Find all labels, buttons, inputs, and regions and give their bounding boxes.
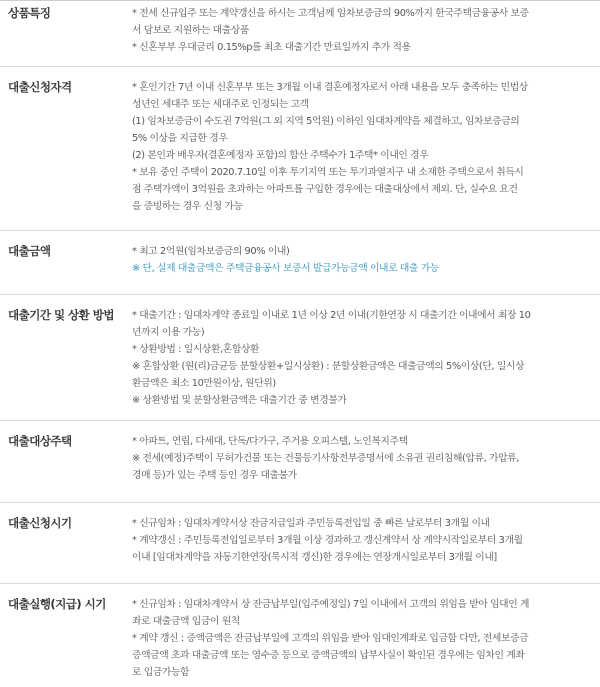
row-loan-amount <box>0 231 600 295</box>
row-label: 대출대상주택 <box>8 434 72 448</box>
content-line: * 신규임차 : 임대차계약서 상 잔금납부일(입주예정일) 7일 이내에서 고객의 위임을 받아 임대인 계 <box>132 599 530 610</box>
content-line: ※ 전세(예정)주택이 무허가건물 또는 건물등기사항전부증명서에 소유권 권리침해(압류, 가압류, <box>132 453 519 464</box>
row-eligibility <box>0 67 600 231</box>
row-content <box>122 295 600 420</box>
row-label: 대출기간 및 상환 방법 <box>8 308 114 322</box>
content-line: * 보유 중인 주택이 2020.7.10일 이후 투기지역 또는 투기과열지구 내 소재한 주택으로서 취득시 <box>132 167 524 178</box>
content-line: * 신규임차 : 임대차계약서상 잔금지급일과 주민등록전입일 중 빠른 날로부터 3개월 이내 <box>132 518 490 529</box>
content-line: * 계약갱신 : 주민등록전입일로부터 3개월 이상 경과하고 갱신계약서 상 계약시작일로부터 3개월 <box>132 535 523 546</box>
content-line: 로 입금가능함 <box>132 667 190 678</box>
row-label: 대출신청자격 <box>8 80 72 94</box>
content-line: * 전세 신규입주 또는 계약갱신을 하시는 고객님께 임차보증금의 90%까지 한국주택금융공사 보증 <box>132 8 529 19</box>
row-label: 대출실행(지급) 시기 <box>8 597 106 611</box>
row-loan-period-repayment <box>0 295 600 421</box>
row-disbursement-timing <box>0 584 600 687</box>
content-line: ※ 상환방법 및 분할상환금액은 대출기간 중 변경불가 <box>132 395 347 406</box>
content-line: 이내 [임대차계약을 자동기한연장(묵시적 갱신)한 경우에는 연장개시일로부터 3개월 이내] <box>132 552 497 563</box>
content-line: 점 주택가액이 3억원을 초과하는 아파트를 구입한 경우에는 대출대상에서 제외. 단, 실수요 요건 <box>132 184 518 195</box>
guarantee-note: ※ 단, 실제 대출금액은 주택금융공사 보증서 발급가능금액 이내로 대출 가능 <box>132 263 439 274</box>
row-content <box>122 503 600 583</box>
content-line: 을 증빙하는 경우 신청 가능 <box>132 201 243 212</box>
content-line: 5% 이상을 지급한 경우 <box>132 133 228 144</box>
content-line: 성년인 세대주 또는 세대주로 인정되는 고객 <box>132 99 309 110</box>
row-product-features <box>0 1 600 67</box>
content-line: * 계약 갱신 : 증액금액은 잔금납부일에 고객의 위임을 받아 임대인계좌로 입금함 다만, 전세보증금 <box>132 633 529 644</box>
row-application-timing <box>0 503 600 584</box>
content-line: ※ 혼합상환 (원(리)금균등 분할상환+일시상환) : 분할상환금액은 대출금액의 5%이상(단, 일시상 <box>132 361 525 372</box>
row-eligible-housing <box>0 421 600 503</box>
content-line: * 최고 2억원(임차보증금의 90% 이내) <box>132 246 290 257</box>
content-line: * 대출기간 : 임대차계약 종료일 이내로 1년 이상 2년 이내(기한연장 시 대출기간 이내에서 최장 10 <box>132 310 531 321</box>
row-label: 상품특징 <box>8 6 51 20</box>
row-content <box>122 67 600 230</box>
content-line: 증액금액 초과 대출금액 또는 영수증 등으로 증액금액의 납부사실이 확인된 경우에는 임차인 계좌 <box>132 650 525 661</box>
content-line: (2) 본인과 배우자(결혼예정자 포함)의 합산 주택수가 1주택* 이내인 경우 <box>132 150 429 161</box>
row-content <box>122 421 600 502</box>
row-label: 대출금액 <box>8 244 51 258</box>
row-content <box>122 584 600 687</box>
content-line: * 상환방법 : 일시상환,혼합상환 <box>132 344 260 355</box>
content-line: 환금액은 최소 10만원이상, 원단위) <box>132 378 276 389</box>
content-line: * 아파트, 연립, 다세대, 단독/다가구, 주거용 오피스텔, 노인복지주택 <box>132 436 408 447</box>
content-line: * 혼인기간 7년 이내 신혼부부 또는 3개월 이내 결혼예정자로서 아래 내용을 모두 충족하는 민법상 <box>132 82 528 93</box>
content-line: 서 담보로 지원하는 대출상품 <box>132 25 249 36</box>
content-line: 년까지 이용 가능) <box>132 327 205 338</box>
row-label: 대출신청시기 <box>8 516 72 530</box>
content-line: 경매 등)가 있는 주택 등인 경우 대출불가 <box>132 470 297 481</box>
row-content <box>122 1 600 66</box>
content-line: (1) 임차보증금이 수도권 7억원(그 외 지역 5억원) 이하인 임대차계약을 체결하고, 임차보증금의 <box>132 116 520 127</box>
content-line: * 신혼부부 우대금리 0.15%p를 최초 대출기간 만료일까지 추가 적용 <box>132 42 411 53</box>
content-line: 좌로 대출금액 입금이 원칙 <box>132 616 240 627</box>
row-content <box>122 231 600 294</box>
